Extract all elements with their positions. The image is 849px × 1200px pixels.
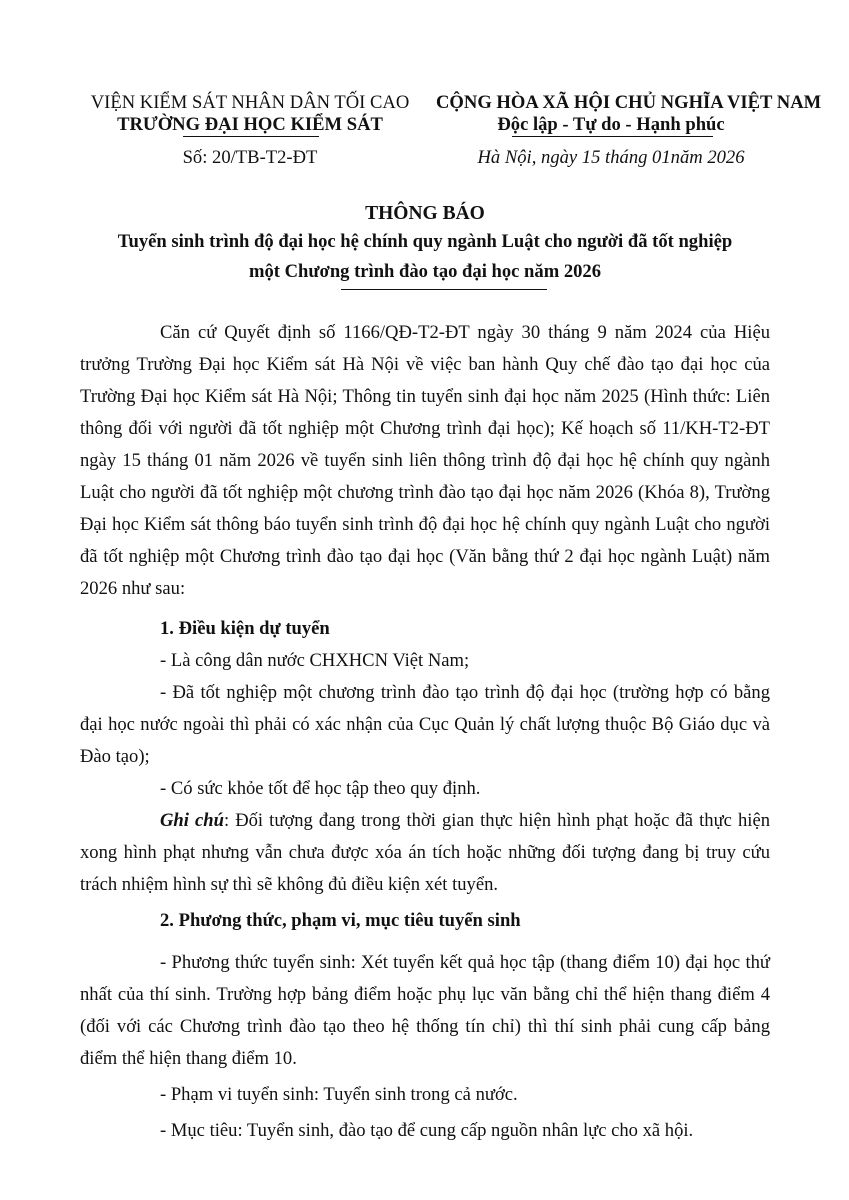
- document-body: [80, 317, 770, 1147]
- note-label: Ghi chú: [160, 810, 224, 831]
- national-motto: Độc lập - Tự do - Hạnh phúc: [497, 114, 725, 135]
- document-title-block: [80, 201, 770, 287]
- section2-heading: 2. Phương thức, phạm vi, mục tiêu tuyển sinh: [160, 910, 521, 931]
- agency-name: VIỆN KIỂM SÁT NHÂN DÂN TỐI CAO: [90, 92, 410, 113]
- national-title: CỘNG HÒA XÃ HỘI CHỦ NGHĨA VIỆT NAM: [436, 92, 822, 113]
- header-right-underline: [512, 136, 713, 137]
- document-number: Số: 20/TB-T2-ĐT: [182, 147, 318, 168]
- note-text: : Đối tượng đang trong thời gian thực hiện hình phạt hoặc đã thực hiện xong hình phạt nhưng vẫn chưa được xóa án tích hoặc những đối tượng đang bị truy cứu trách nhiệm hình sự thì sẽ không đủ điều kiện xét tuyển.: [80, 810, 770, 895]
- document-subtitle-line2: một Chương trình đào tạo đại học năm 2026: [248, 261, 602, 282]
- section2-item: - Mục tiêu: Tuyển sinh, đào tạo để cung cấp nguồn nhân lực cho xã hội.: [160, 1120, 694, 1141]
- header-right: [436, 92, 822, 169]
- title-underline: [341, 289, 547, 290]
- section1-heading: 1. Điều kiện dự tuyển: [160, 618, 330, 639]
- intro-paragraph: Căn cứ Quyết định số 1166/QĐ-T2-ĐT ngày 30 tháng 9 năm 2024 của Hiệu trưởng Trường Đại học Kiểm sát Hà Nội về việc ban hành Quy chế đào tạo đại học của Trường Đại học Kiểm sát Hà Nội; Thông tin tuyển sinh đại học năm 2025 (Hình thức: Liên thông đối với người đã tốt nghiệp một Chương trình đại học); Kế hoạch số 11/KH-T2-ĐT ngày 15 tháng 01 năm 2026 về tuyển sinh liên thông trình độ đại học hệ chính quy ngành Luật cho người đã tốt nghiệp một chương trình đào tạo đại học năm 2026 (Khóa 8), Trường Đại học Kiểm sát thông báo tuyển sinh trình độ đại học hệ chính quy ngành Luật cho người đã tốt nghiệp một Chương trình đào tạo đại học (Văn bằng thứ 2 đại học ngành Luật) năm 2026 như sau:: [80, 322, 770, 599]
- section2-item: - Phạm vi tuyển sinh: Tuyển sinh trong cả nước.: [160, 1084, 518, 1105]
- section1-item: - Đã tốt nghiệp một chương trình đào tạo trình độ đại học (trường hợp có bằng đại học nước ngoài thì phải có xác nhận của Cục Quản lý chất lượng thuộc Bộ Giáo dục và Đào tạo);: [80, 682, 770, 767]
- school-name: TRƯỜNG ĐẠI HỌC KIỂM SÁT: [117, 114, 383, 135]
- section2-item: - Phương thức tuyển sinh: Xét tuyển kết quả học tập (thang điểm 10) đại học thứ nhất của thí sinh. Trường hợp bảng điểm hoặc phụ lục văn bằng chỉ thể hiện thang điểm 4 (đối với các Chương trình đào tạo theo hệ thống tín chỉ) thì thí sinh phải cung cấp bảng điểm thể hiện thang điểm 10.: [80, 952, 770, 1069]
- place-date: Hà Nội, ngày 15 tháng 01năm 2026: [477, 147, 745, 168]
- header-left-underline: [183, 136, 319, 137]
- section1-item: - Là công dân nước CHXHCN Việt Nam;: [160, 650, 470, 671]
- document-title: THÔNG BÁO: [365, 203, 485, 224]
- section1-item: - Có sức khỏe tốt để học tập theo quy định.: [160, 778, 481, 799]
- header-left: [80, 92, 420, 169]
- section1-note: [80, 805, 770, 901]
- document-subtitle-line1: Tuyển sinh trình độ đại học hệ chính quy ngành Luật cho người đã tốt nghiệp: [117, 231, 733, 252]
